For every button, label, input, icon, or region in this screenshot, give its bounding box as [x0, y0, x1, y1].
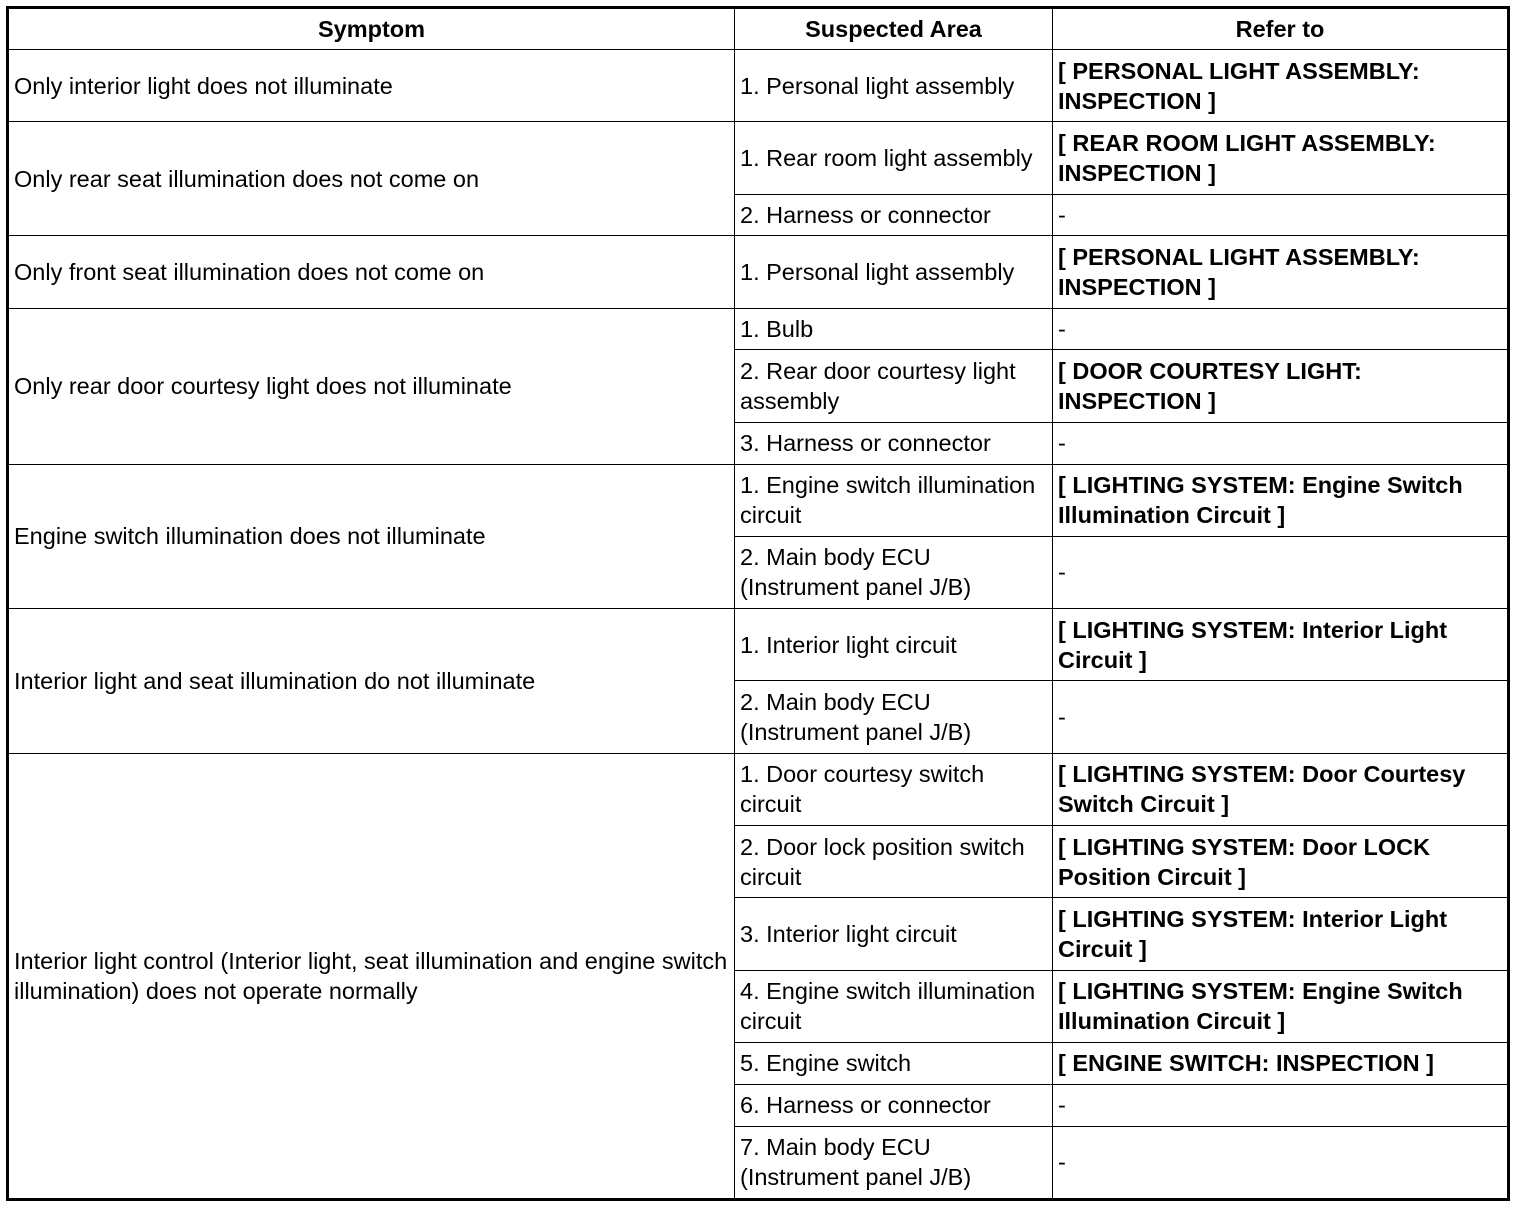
suspected-area-cell: 1. Interior light circuit	[735, 609, 1053, 681]
suspected-area-cell: 3. Interior light circuit	[735, 898, 1053, 970]
suspected-area-cell: 2. Rear door courtesy light assembly	[735, 350, 1053, 422]
suspected-area-cell: 5. Engine switch	[735, 1043, 1053, 1085]
table-row	[8, 464, 1509, 536]
refer-to-link[interactable]: [ LIGHTING SYSTEM: Engine Switch Illumination Circuit ]	[1053, 970, 1509, 1042]
refer-to-link[interactable]: [ ENGINE SWITCH: INSPECTION ]	[1053, 1043, 1509, 1085]
refer-to-link[interactable]: [ PERSONAL LIGHT ASSEMBLY: INSPECTION ]	[1053, 50, 1509, 122]
table-row	[8, 122, 1509, 194]
refer-to-cell: -	[1053, 1126, 1509, 1200]
suspected-area-cell: 1. Personal light assembly	[735, 236, 1053, 308]
table-row	[8, 753, 1509, 825]
refer-to-link[interactable]: [ LIGHTING SYSTEM: Interior Light Circuit ]	[1053, 609, 1509, 681]
refer-to-cell: -	[1053, 308, 1509, 350]
refer-to-cell: -	[1053, 194, 1509, 236]
refer-to-link[interactable]: [ LIGHTING SYSTEM: Interior Light Circuit ]	[1053, 898, 1509, 970]
symptom-cell: Interior light control (Interior light, seat illumination and engine switch illumination) does not operate normally	[8, 753, 735, 1199]
suspected-area-cell: 1. Bulb	[735, 308, 1053, 350]
header-refer-to: Refer to	[1053, 8, 1509, 50]
refer-to-cell: -	[1053, 536, 1509, 608]
symptom-cell: Only front seat illumination does not come on	[8, 236, 735, 308]
suspected-area-cell: 6. Harness or connector	[735, 1084, 1053, 1126]
refer-to-link[interactable]: [ LIGHTING SYSTEM: Door LOCK Position Circuit ]	[1053, 826, 1509, 898]
refer-to-link[interactable]: [ REAR ROOM LIGHT ASSEMBLY: INSPECTION ]	[1053, 122, 1509, 194]
symptom-cell: Only interior light does not illuminate	[8, 50, 735, 122]
suspected-area-cell: 2. Main body ECU (Instrument panel J/B)	[735, 681, 1053, 753]
table-row	[8, 236, 1509, 308]
suspected-area-cell: 1. Engine switch illumination circuit	[735, 464, 1053, 536]
suspected-area-cell: 1. Door courtesy switch circuit	[735, 753, 1053, 825]
suspected-area-cell: 2. Door lock position switch circuit	[735, 826, 1053, 898]
header-symptom: Symptom	[8, 8, 735, 50]
suspected-area-cell: 3. Harness or connector	[735, 422, 1053, 464]
suspected-area-cell: 2. Main body ECU (Instrument panel J/B)	[735, 536, 1053, 608]
refer-to-link[interactable]: [ LIGHTING SYSTEM: Engine Switch Illumination Circuit ]	[1053, 464, 1509, 536]
table-row	[8, 308, 1509, 350]
refer-to-cell: -	[1053, 681, 1509, 753]
refer-to-link[interactable]: [ DOOR COURTESY LIGHT: INSPECTION ]	[1053, 350, 1509, 422]
table-header-row	[8, 8, 1509, 50]
symptom-cell: Engine switch illumination does not illuminate	[8, 464, 735, 609]
table-row	[8, 50, 1509, 122]
table-row	[8, 609, 1509, 681]
suspected-area-cell: 1. Rear room light assembly	[735, 122, 1053, 194]
suspected-area-cell: 1. Personal light assembly	[735, 50, 1053, 122]
suspected-area-cell: 7. Main body ECU (Instrument panel J/B)	[735, 1126, 1053, 1200]
refer-to-cell: -	[1053, 422, 1509, 464]
problem-symptoms-table	[6, 6, 1510, 1201]
refer-to-link[interactable]: [ PERSONAL LIGHT ASSEMBLY: INSPECTION ]	[1053, 236, 1509, 308]
symptom-cell: Only rear door courtesy light does not illuminate	[8, 308, 735, 464]
suspected-area-cell: 4. Engine switch illumination circuit	[735, 970, 1053, 1042]
symptom-cell: Only rear seat illumination does not come on	[8, 122, 735, 236]
refer-to-cell: -	[1053, 1084, 1509, 1126]
suspected-area-cell: 2. Harness or connector	[735, 194, 1053, 236]
symptom-cell: Interior light and seat illumination do not illuminate	[8, 609, 735, 754]
header-suspected-area: Suspected Area	[735, 8, 1053, 50]
refer-to-link[interactable]: [ LIGHTING SYSTEM: Door Courtesy Switch Circuit ]	[1053, 753, 1509, 825]
